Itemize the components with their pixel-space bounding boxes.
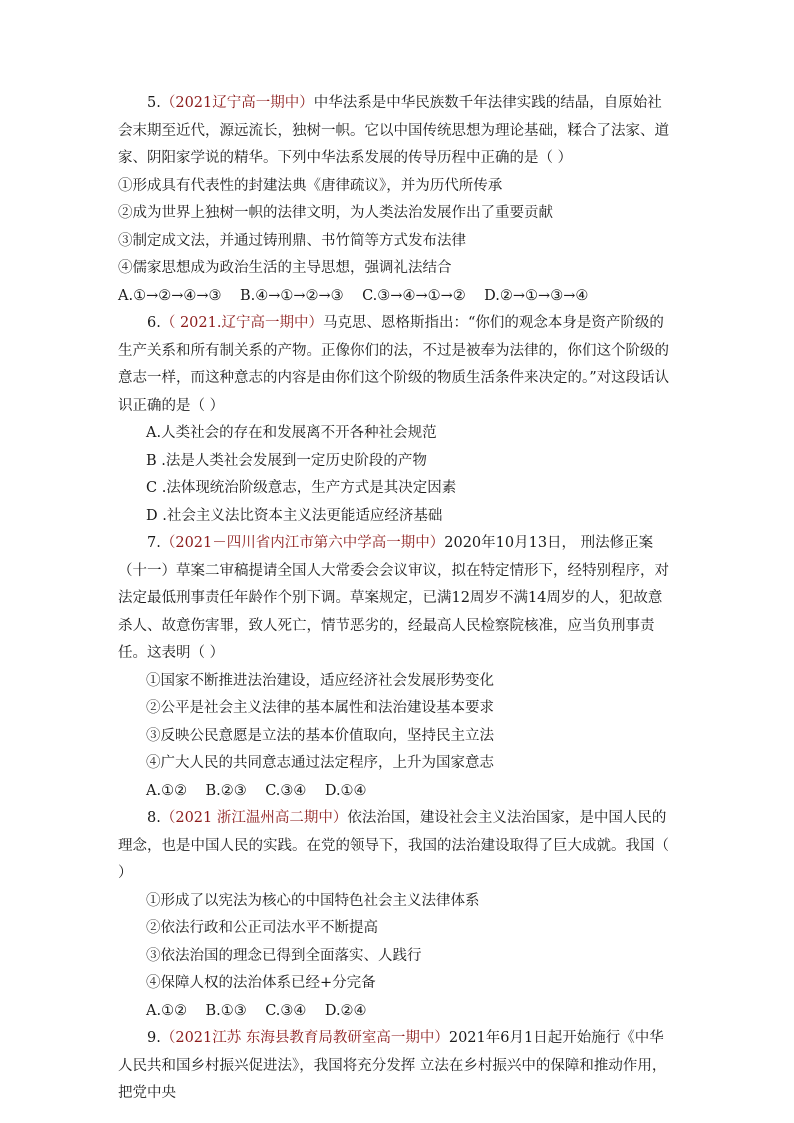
- question-stem: [118, 90, 676, 173]
- option-4: ④保障人权的法治体系已经+分完备: [146, 975, 376, 991]
- choice-d: D .社会主义法比资本主义法更能适应经济基础: [146, 507, 443, 524]
- option-1: ①国家不断推进法治建设，适应经济社会发展形势变化: [146, 672, 494, 689]
- choice-a: A.人类社会的存在和发展离不开各种社会规范: [146, 425, 437, 441]
- choice-b: B .法是人类社会发展到一定历史阶段的产物: [146, 452, 427, 469]
- question-text: 马克思、恩格斯指出：“你们的观念本身是资产阶级的生产关系和所有制关系的产物。正像你们的法，不过是被奉为法律的，你们这个阶级的意志一样，而这种意志的内容是由你们这个阶级的物质生活条件来决定的。”对这段话认识正确的是（ ）: [118, 315, 670, 414]
- option-3: ③依法治国的理念已得到全面落实、人践行: [146, 947, 422, 964]
- option-2: ②成为世界上独树一帜的法律文明，为人类法治发展作出了重要贡献: [118, 205, 553, 221]
- question-source: （ 2021.辽宁高一期中）: [160, 315, 323, 331]
- question-7: [118, 530, 676, 805]
- question-source: （2021江苏 东海县教育局教研室高一期中）: [160, 1030, 449, 1046]
- question-8: [118, 805, 676, 1025]
- question-9: [118, 1025, 676, 1108]
- choice-c: C .法体现统治阶级意志，生产方式是其决定因素: [146, 480, 457, 496]
- option-3: ③制定成文法，并通过铸刑鼎、书竹简等方式发布法律: [118, 232, 466, 249]
- question-number: 9.: [147, 1030, 161, 1046]
- question-source: （2021辽宁高一期中）: [160, 95, 314, 111]
- answer-choices: A.①② B.②③ C.③④ D.①④: [146, 782, 367, 799]
- question-number: 6.: [147, 315, 161, 331]
- answer-choices: A.①② B.①③ C.③④ D.②④: [146, 1002, 367, 1019]
- question-text: 2020年10月13日， 刑法修正案（十一）草案二审稿提请全国人大常委会会议审议，拟在特定情形下，经特别程序，对法定最低刑事责任年龄作个别下调。草案规定，已满12周岁不满14周岁的人，犯故意杀人、故意伤害罪，致人死亡，情节恶劣的，经最高人民检察院核准，应当负刑事责任。这表明（ ）: [118, 535, 669, 661]
- option-2: ②依法行政和公正司法水平不断提高: [146, 920, 378, 936]
- question-stem: [118, 310, 676, 420]
- question-source: （2021 浙江温州高二期中）: [160, 810, 348, 826]
- question-text: 中华法系是中华民族数千年法律实践的结晶，自原始社会末期至近代，源远流长，独树一帜。它以中国传统思想为理论基础，糅合了法家、道家、阴阳家学说的精华。下列中华法系发展的传导历程中正确的是（ ）: [118, 95, 669, 166]
- question-number: 5.: [147, 95, 161, 111]
- option-1: ①形成了以宪法为核心的中国特色社会主义法律体系: [146, 892, 480, 909]
- question-stem: [118, 805, 676, 888]
- question-number: 7.: [147, 535, 161, 551]
- question-text: 2021年6月1日起开始施行《中华人民共和国乡村振兴促进法》，我国将充分发挥 立法在乡村振兴中的保障和推动作用，把党中央: [118, 1030, 667, 1101]
- question-5: [118, 90, 676, 310]
- option-3: ③反映公民意愿是立法的基本价值取向，坚持民主立法: [146, 727, 494, 744]
- option-4: ④儒家思想成为政治生活的主导思想，强调礼法结合: [118, 260, 452, 276]
- question-number: 8.: [147, 810, 161, 826]
- option-1: ①形成具有代表性的封建法典《唐律疏议》，并为历代所传承: [118, 177, 503, 194]
- option-2: ②公平是社会主义法律的基本属性和法治建设基本要求: [146, 700, 494, 716]
- answer-choices: A.①→②→④→③ B.④→①→②→③ C.③→④→①→② D.②→①→③→④: [118, 287, 589, 304]
- question-6: [118, 310, 676, 530]
- question-stem: [118, 530, 676, 668]
- option-4: ④广大人民的共同意志通过法定程序，上升为国家意志: [146, 755, 494, 771]
- question-stem: [118, 1025, 676, 1108]
- question-text: 依法治国，建设社会主义法治国家，是中国人民的理念，也是中国人民的实践。在党的领导下，我国的法治建设取得了巨大成就。我国（ ）: [118, 810, 669, 881]
- question-source: （2021－四川省内江市第六中学高一期中）: [160, 535, 445, 551]
